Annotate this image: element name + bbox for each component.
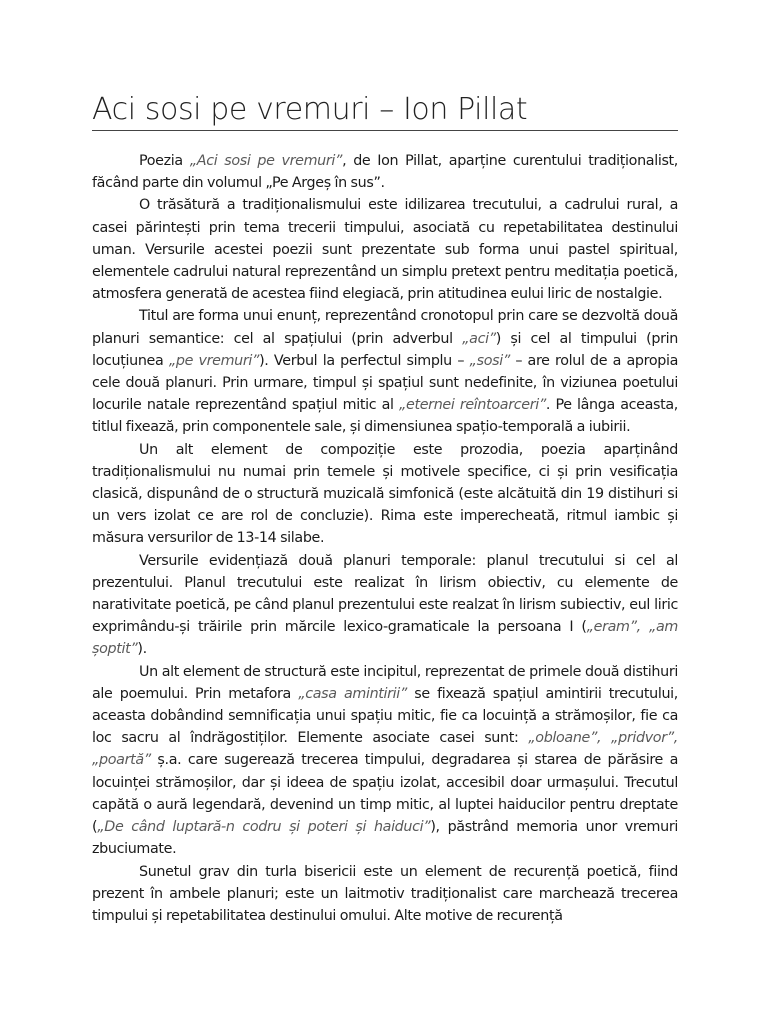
document-body [92, 150, 678, 927]
paragraph-text: – are rolul de a apropia cele două planuri. Prin urmare, timpul și spațiul sunt nedefinite, în viziunea poetului locurile natale reprezentând spațiul mitic al [92, 352, 678, 414]
paragraph-text: Un alt element de compoziție este prozodia, poezia aparținând tradiționalismului nu numai prin temele și motivele specifice, ci și prin vesificația clasică, dispunând de o structură muzicală simfonică (este alcătuită din 19 distihuri si un vers izolat ce are rol de concluzie). Rima este imperecheată, ritmul iambic și măsura versurilor de 13-14 silabe. [92, 441, 678, 547]
paragraph-text: Sunetul grav din turla bisericii este un element de recurență poetică, fiind prezent în ambele planuri; este un laitmotiv tradiționalist care marchează trecerea timpului și repetabilitatea destinului omului. Alte motive de recurență [92, 863, 678, 924]
paragraph-text: ), păstrând memoria unor vremuri zbuciumate. [92, 819, 678, 858]
paragraph-text: , de Ion Pillat, aparține curentului tradiționalist, făcând parte din volumul „Pe Argeș în sus”. [92, 153, 678, 192]
paragraph-text: ). [137, 641, 147, 658]
quoted-text: „casa amintirii” [298, 685, 407, 702]
quoted-text: „eram”, „am șoptit” [92, 619, 678, 658]
paragraph [92, 439, 678, 550]
paragraph-text: ) și cel al timpului (prin locuțiunea [92, 330, 678, 369]
page-title: Aci sosi pe vremuri – Ion Pillat [92, 92, 528, 127]
paragraph-text: . Pe lânga aceasta, titlul fixează, prin componentele sale, și dimensiunea spațio-temporală a iubirii. [92, 397, 678, 436]
paragraph-text: Titul are forma unui enunț, reprezentând cronotopul prin care se dezvoltă două planuri semantice: cel al spațiului (prin adverbul [92, 308, 678, 347]
paragraph [92, 861, 678, 928]
paragraph [92, 305, 678, 438]
paragraph-text: se fixează spațiul amintirii trecutului, aceasta dobândind semnificația unui spațiu mitic, fie ca locuință a strămoșilor, fie ca loc sacru al îndrăgostiților. Elemente asociate casei sunt: [92, 685, 678, 747]
paragraph-text: ș.a. care sugerează trecerea timpului, degradarea și starea de părăsire a locuinței strămoșilor, dar și ideea de spațiu izolat, accesibil doar urmașului. Trecutul capătă o aură legendară, devenind un timp mitic, al luptei haiducilor pentru dreptate ( [92, 752, 678, 836]
paragraph-text: Un alt element de structură este incipitul, reprezentat de primele două distihuri ale poemului. Prin metafora [92, 663, 678, 702]
quoted-text: „Aci sosi pe vremuri” [189, 153, 343, 169]
paragraph [92, 661, 678, 861]
quoted-text: „eternei reîntoarceri” [398, 397, 546, 414]
paragraph [92, 550, 678, 661]
paragraph-text: Poezia [139, 153, 190, 169]
quoted-text: „aci” [462, 330, 496, 347]
quoted-text: „De când luptară-n codru și poteri și haiduci” [97, 819, 431, 836]
quoted-text: „sosi” [469, 352, 510, 369]
paragraph-text: ). Verbul la perfectul simplu – [259, 352, 470, 369]
paragraph [92, 150, 678, 194]
title-underline [92, 130, 678, 131]
paragraph-text: Versurile evidențiază două planuri temporale: planul trecutului si cel al prezentului. Planul trecutului este realizat în lirism obiectiv, cu elemente de narativitate poetică, pe când planul prezentului este realzat în lirism subiectiv, eul liric exprimându-și trăirile prin mărcile lexico-gramaticale la persoana I ( [92, 552, 678, 636]
quoted-text: „obloane”, „pridvor”, „poartă” [92, 730, 678, 769]
paragraph [92, 194, 678, 305]
quoted-text: „pe vremuri” [168, 352, 260, 369]
paragraph-text: O trăsătură a tradiționalismului este idilizarea trecutului, a cadrului rural, a casei părintești prin tema trecerii timpului, asociată cu repetabilitatea destinului uman. Versurile acestei poezii sunt prezentate sub forma unui pastel spiritual, elementele cadrului natural reprezentând un simplu pretext pentru meditația poetică, atmosfera generată de acestea fiind elegiacă, prin atitudinea eului liric de nostalgie. [92, 197, 678, 303]
